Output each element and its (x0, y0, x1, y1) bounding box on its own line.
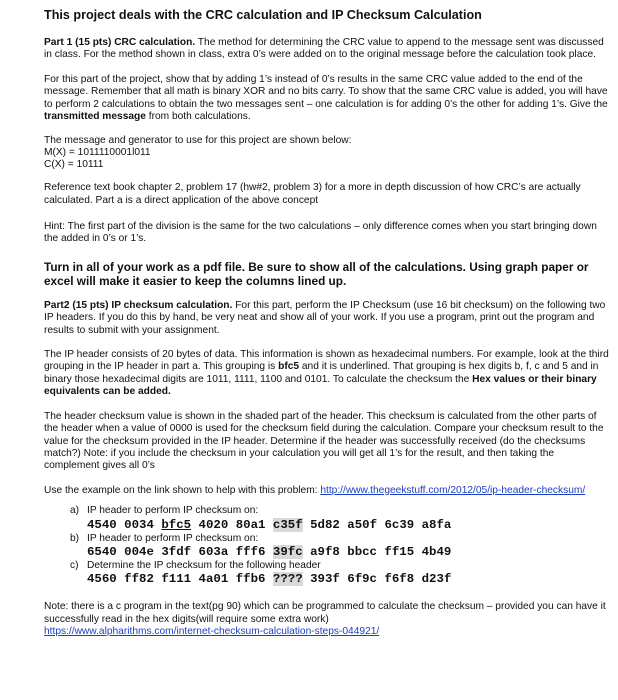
alpharithms-link[interactable]: https://www.alpharithms.com/internet-checksum-calculation-steps-044921/ (44, 626, 380, 638)
checksum-description: The header checksum value is shown in the shaded part of the header. This checksum is calculated from the other parts of the header when a value of 0000 is used for the checksum field during the calculation. Compare your checksum result to the value for the checksum provided in the IP header. Determine if the header was successfully received (do the checksums match?) Note: if you include the checksum in your calculation you will get all 1’s for the result, and then taking the complement gives all 0’s (44, 410, 604, 472)
list-marker: a) (70, 505, 80, 517)
page-title: This project deals with the CRC calculation and IP Checksum Calculation (44, 8, 482, 22)
ip-header-c: 4560 ff82 f111 4a01 ffb6 ???? 393f 6f9c f6f8 d23f (87, 572, 452, 587)
underlined-group: bfc5 (161, 517, 192, 532)
ip-header-list (44, 505, 610, 587)
list-marker: c) (70, 559, 79, 571)
message-intro: The message and generator to use for this project are shown below: (44, 135, 352, 147)
geekstuff-link[interactable]: http://www.thegeekstuff.com/2012/05/ip-header-checksum/ (320, 484, 586, 496)
reference-paragraph: Reference text book chapter 2, problem 17 (hw#2, problem 3) for a more in depth discussion of how CRC’s are actually calculated. Part a is a direct application of the above concept (44, 182, 581, 206)
ip-header-a: 4540 0034 bfc5 4020 80a1 c35f 5d82 a50f 6c39 a8fa (87, 517, 452, 532)
note-paragraph: Note: there is a c program in the text(pg 90) which can be programmed to calculate the checksum – provided you can have it successfully read in the hex digits(will require some extra work) https://www.alpharithms.com/internet-checksum-calculation-steps-044921/ (44, 601, 606, 638)
document-page (44, 8, 610, 639)
list-item-b (44, 533, 610, 560)
turn-in-instructions: Turn in all of your work as a pdf file. Be sure to show all of the calculations. Using graph paper or excel will make it easier to keep the columns lined up. (44, 259, 589, 288)
hint-paragraph: Hint: The first part of the division is the same for the two calculations – only difference comes when you start bringing down the added in 0’s or 1’s. (44, 221, 597, 245)
list-item-label: Determine the IP checksum for the following header (87, 559, 321, 571)
generator-cx: C(X) = 10111 (44, 158, 104, 170)
part1-intro: Part 1 (15 pts) CRC calculation. The method for determining the CRC value to append to the message sent was discussed in class. For the method shown in class, extra 0’s were added on to the original message before the calculation took place. (44, 37, 604, 61)
part1-instructions: For this part of the project, show that by adding 1’s instead of 0’s results in the same CRC value added to the end of the message. Remember that all math is binary XOR and no bits carry. To show that the same CRC value is added, you will have to perform 2 calculations to obtain the two messages sent – one calculation is for adding 0’s the other for adding 1’s. Give the transmitted message from both calculations. (44, 73, 608, 123)
part1-heading: Part 1 (15 pts) CRC calculation. (44, 37, 196, 48)
checksum-shaded: ???? (272, 572, 303, 587)
list-item-c (44, 560, 610, 587)
message-mx: M(X) = 1011110001l011 (44, 147, 151, 159)
ip-header-b: 6540 004e 3fdf 603a fff6 39fc a9f8 bbcc ff15 4b49 (87, 544, 452, 559)
list-item-label: IP header to perform IP checksum on: (87, 532, 259, 544)
list-item-label: IP header to perform IP checksum on: (87, 505, 259, 517)
checksum-shaded: c35f (272, 517, 303, 532)
checksum-shaded: 39fc (272, 544, 303, 559)
list-item-a (44, 505, 610, 532)
list-marker: b) (70, 532, 80, 544)
example-link-paragraph: Use the example on the link shown to help with this problem: http://www.thegeekstuff.com/2012/05/ip-header-checksum/ (44, 484, 586, 496)
transmitted-message-bold: transmitted message (44, 111, 146, 123)
part2-intro: Part2 (15 pts) IP checksum calculation. For this part, perform the IP Checksum (use 16 bit checksum) on the following two IP headers. If you do this by hand, be very neat and show all of your work. If you use a program, print out the program and results to submit with your assignment. (44, 299, 606, 336)
part2-heading: Part2 (15 pts) IP checksum calculation. (44, 299, 233, 311)
message-generator-block (44, 135, 610, 170)
ip-header-description: The IP header consists of 20 bytes of data. This information is shown as hexadecimal numbers. For example, look at the third grouping in the IP header in part a. This grouping is bfc5 and it is underlined. That grouping is hex digits b, f, c and 5 and in binary those hexadecimal digits are 1011, 1111, 1100 and 0101. To calculate the checksum the Hex values or their binary equivalents can be added. (44, 349, 609, 398)
